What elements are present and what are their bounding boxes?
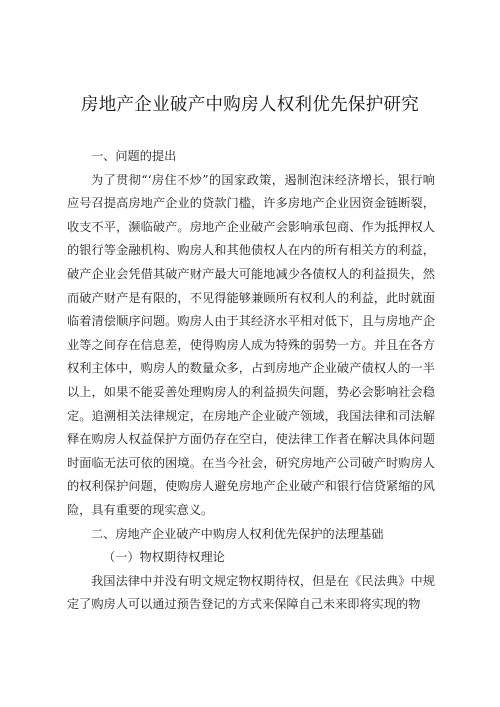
- section-heading-2: 二、房地产企业破产中购房人权利优先保护的法理基础: [91, 526, 384, 541]
- section-heading-1: 一、问题的提出: [91, 149, 177, 163]
- subsection-heading-1: （一）物权期待权理论: [103, 550, 225, 565]
- document-body: [67, 145, 435, 617]
- paragraph-problem-statement: 为了贯彻“‘房住不炒”的国家政策，遏制泡沫经济增长，银行响应号召提高房地产企业的贷款门槛，许多房地产企业因资金链断裂，收支不平，濒临破产。房地产企业破产会影响承包商、作为抵押权人的银行等金融机构、购房人和其他债权人在内的所有相关方的利益，破产企业会凭借其破产财产最大可能地减少各债权人的利益损失，然而破产财产是有限的，不见得能够兼顾所有权利人的利益，此时就面临着清偿顺序问题。购房人由于其经济水平相对低下，且与房地产企业等之间存在信息差，使得购房人成为特殊的弱势一方。并且在各方权利主体中，购房人的数量众多，占到房地产企业破产债权人的一半以上，如果不能妥善处理购房人的利益损失问题，势必会影响社会稳定。追溯相关法律规定，在房地产企业破产领域，我国法律和司法解释在购房人权益保护方面仍存在空白，使法律工作者在解决具体问题时面临无法可依的困境。在当今社会，研究房地产公司破产时购房人的权利保护问题，使购房人避免房地产企业破产和银行信贷紧缩的风险，具有重要的现实意义。: [67, 172, 435, 517]
- paragraph-expectancy-theory: 我国法律中并没有明文规定物权期待权，但是在《民法典》中规定了购房人可以通过预告登记的方式来保障自己未来即将实现的物: [67, 573, 435, 612]
- document-title: 房地产企业破产中购房人权利优先保护研究: [80, 95, 420, 115]
